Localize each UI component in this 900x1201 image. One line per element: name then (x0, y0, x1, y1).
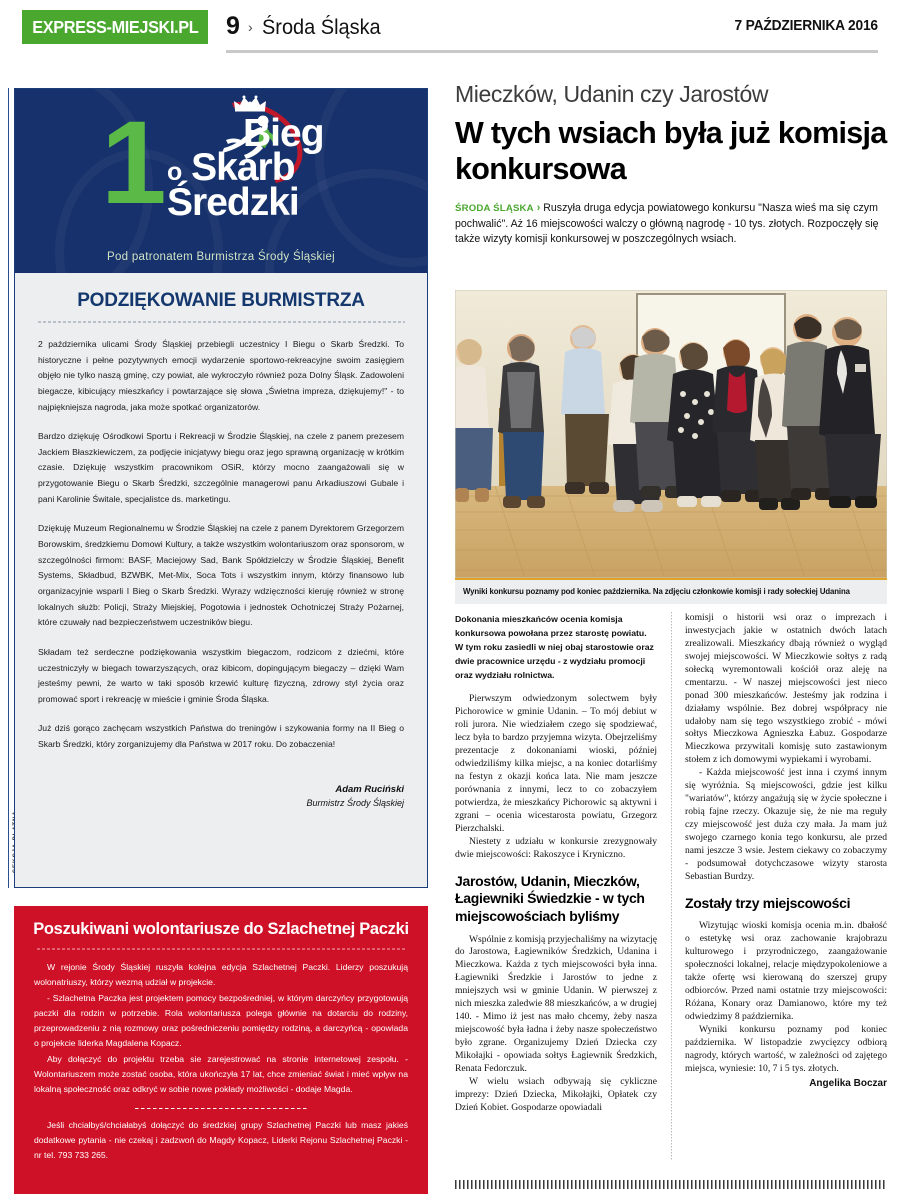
article-lede (455, 201, 887, 247)
ad-signature-role: Burmistrz Środy Śląskiej (306, 798, 404, 809)
bottom-hatch-rule (455, 1180, 887, 1189)
ad-banner (15, 89, 427, 273)
photo-group-of-people (455, 290, 887, 578)
caption-top-rule (455, 578, 887, 580)
chevron-right-icon: › (248, 19, 253, 35)
article-body-columns (455, 612, 887, 1172)
logo-line-3: Średzki (167, 180, 299, 224)
ad-paragraph: Już dziś gorąco zachęcam wszystkich Państwa do treningów i szykowania formy na II Bieg o Skarb Średzki, który zorganizujemy dla Państwa w 2017 roku. Do zobaczenia! (38, 723, 404, 750)
article-paragraph: komisji o historii wsi oraz o imprezach i inwestycjach jakie w ostatnich dwóch latach zrealizowali. Mieszkańcy dbają również o wygląd swojej miejscowości. W Mieczkowie sołtys z radą sołecką wyremontowali kościół oraz aleję na cmentarzu. - W naszej miejscowości jest nieco ponad 300 mieszkańców. Jesteśmy jak rodzina i działamy wspólnie. Bez dobrej współpracy nie udałoby nam się tego wszystkiego zrobić - mówi sołtys Mieczkowa Agnieszka Łabuz. Gospodarze Mieczkowa przywitali komisję suto zastawionym stołem z ich domowymi wypiekami i wyrobami. (685, 612, 887, 766)
article-column-left (455, 612, 657, 1115)
article-paragraph: Wizytując wioski komisja ocenia m.in. dbałość o estetykę wsi oraz zachowanie krajobrazu kulturowego i przyrodniczego, zaangażowanie społeczności lokalnej, relacje międzypokoleniowe a także ofertę wsi kierowaną do szerszej grupy odbiorców. Przed nami ostatnie trzy miejscowości: Różana, Konary oraz Damianowo, które my też odwiedzimy 8 października. (685, 920, 887, 1022)
red-paragraph: - Szlachetna Paczka jest projektem pomocy bezpośredniej, w którym darczyńcy przygotowują paczki dla rodzin w potrzebie. Rola wolontariusza polega głównie na dotarciu do rodziny, przeprowadzeniu z nią rozmowy oraz pośredniczeniu pomiędzy rodziną, a darczyńcą - opowiada o projekcie liderka Magdalena Kopacz. (34, 992, 408, 1049)
ad-paragraph: Składam też serdeczne podziękowania wszystkim biegaczom, rodzicom z dziećmi, które uczestniczyły w biegach towarzyszących, oraz kibicom, dopingującym biegaczy – dzięki Wam jesteśmy pewni, że warto w taki sposób krzewić kulturę fizyczną, zdrowy styl życia oraz promować sport i rekreację w mieście i gminie Środa Śląska. (38, 646, 404, 704)
red-block-title: Poszukiwani wolontariusze do Szlachetnej Paczki (33, 920, 409, 938)
article-kicker: Mieczków, Udanin czy Jarostów (455, 81, 769, 107)
article-photo (455, 290, 887, 578)
column-a-text-2 (455, 934, 657, 1115)
article-paragraph: W wielu wsiach odbywają się cykliczne imprezy: Dzień Dziecka, Mikołajki, Opłatek czy Dzień Kobiet. Gospodarze opowiadali (455, 1075, 657, 1113)
issue-date: 7 PAŹDZIERNIKA 2016 (734, 18, 878, 34)
article-headline: W tych wsiach była już komisja konkursowa (455, 116, 887, 187)
section-title: Środa Śląska (262, 16, 381, 39)
logo-line-2-main: Skarb (191, 146, 295, 190)
ad-title: PODZIĘKOWANIE BURMISTRZA (77, 290, 365, 311)
red-paragraph: Aby dołączyć do projektu trzeba sie zarejestrować na stronie internetowej zespołu. - Wolontariuszem może zostać osoba, która ukończyła 17 lat, chce zmieniać świat i mieć wpływ na lokalną społeczność oraz odkryć w sobie nowe pokłady możliwości - dodaje Magda. (34, 1053, 408, 1095)
red-block-body (14, 950, 428, 1164)
event-logo (15, 89, 427, 273)
logo-line-1: Bieg (243, 112, 324, 155)
column-lead-bold: Dokonania mieszkańców ocenia komisja konkursowa powołana przez starostę powiatu. W tym roku zasiedli w niej obaj starostowie oraz dwie pracownice urzędu - z wydziału promocji oraz wydziału rolnictwa. (455, 614, 654, 681)
crown-icon (233, 95, 267, 112)
ad-signature (15, 767, 427, 812)
page-number: 9 (226, 12, 240, 40)
ad-patron-text: Pod patronatem Burmistrza Środy Śląskiej (106, 251, 336, 263)
ad-paragraph: Bardzo dziękuję Ośrodkowi Sportu i Rekreacji w Środzie Śląskiej, na czele z panem prezesem Jackiem Błaszkiewiczem, za podjęcie inicjatywy biegu oraz jego sprawną organizację w krótkim czasie. Dziękuję wszystkim pracownikom OSiR, którzy mocno zaangażowali się w przygotowanie Biegu o Skarb Średzki, szczególnie managerowi panu Arkadiuszowi Gubale i pani Karolinie Świtale, specjalistce ds. marketingu. (38, 431, 404, 504)
ad-paragraph: Dziękuję Muzeum Regionalnemu w Środzie Śląskiej na czele z panem Dyrektorem Grzegorzem Borowskim, średzkiemu Domowi Kultury, a także wszystkim wolontariuszom oraz sponsorom, w szczególności firmom: BASF, Maciejowy Sad, Bank Spółdzielczy w Środzie Śląskiej, Benefit Systems, Składbud, BZWBK, Met-Mix, Soca Tots i wszystkim innym, którzy finansowo lub organizacyjnie wsparli I Bieg o Skarb Średzki. Wyrazy wdzięczności kieruję również w stronę lokalnych służb: Policji, Straży Miejskiej, Pogotowia i jednostek Ochotniczej Straży Pożarnej, które czuwały nad bezpieczeństwem uczestników biegu. (38, 523, 404, 628)
article-header (455, 82, 887, 247)
article-column-right (685, 612, 887, 1089)
article-paragraph: Wspólnie z komisją przyjechaliśmy na wizytację do Jarostowa, Łagiewników Średzkich, Udanina i Mieczkowa. Każda z tych miejscowości była inna. Łagiewniki Średzkie i Jarostów to jedne z mniejszych wsi w gminie Udanin. W pierwszej z nich mieszka zaledwie 88 mieszkańców, a w drugiej 140. - Mimo iż jest nas mało chcemy, żeby nasza miejscowość była ładna i żeby nasze społeczeństwo było zgrane. Organizujemy Dzień Dziecka czy Mikołajki - opowiada sołtys Łagiewnik Średzkich, Renata Fedorczuk. (455, 933, 657, 1074)
masthead (0, 0, 900, 60)
volunteer-callout-block (14, 906, 428, 1194)
advertisement-block (14, 88, 428, 888)
article-subheading-2: Zostały trzy miejscowości (685, 894, 851, 911)
lede-location-tag: ŚRODA ŚLĄSKA (455, 203, 534, 215)
column-b-text-2 (685, 920, 887, 1075)
ad-paragraph: 2 października ulicami Środy Śląskiej przebiegli uczestnicy I Biegu o Skarb Średzki. To historyczne i pełne pozytywnych emocji wydarzenie sportowo-rekreacyjne swoim zasięgiem objęło nie tylko naszą gminę, czy powiat, ale wykroczyło również poza Dolny Śląsk. Zadowoleni biegacze, kibicujący mieszkańcy i powtarzające się słowa „Świetna impreza, dziękujemy!" - to najpiękniejsza nagroda, jaka może spotkać organizatorów. (38, 339, 404, 412)
ad-body-text (15, 323, 427, 753)
logo-numeral: 1 (101, 97, 167, 229)
photo-caption-text: Wyniki konkursu poznamy pod koniec października. Na zdjęciu członkowie komisji i rady sołeckiej Udanina (463, 586, 850, 596)
red-inner-separator (135, 1108, 307, 1109)
red-paragraph: W rejonie Środy Śląskiej ruszyła kolejna edycja Szlachetnej Paczki. Liderzy poszukują wolonatriuszy, którzy wezmą udział w projekcie. (34, 962, 408, 988)
article-paragraph: Niestety z udziału w konkursie zrezygnowały dwie miejscowości: Rakoszyce i Kryniczno. (455, 835, 657, 860)
brand-name: EXPRESS-MIEJSKI.PL (31, 16, 199, 37)
red-footer-paragraph: Jeśli chciałbyś/chciałabyś dołączyć do średzkiej grupy Szlachetnej Paczki lub masz jakieś dodatkowe pytania - nie czekaj i zadzwoń do Magdy Kopacz, Liderki Rejonu Szlachetnej Paczki - nr tel. 793 733 265. (34, 1119, 408, 1161)
article-paragraph: Wyniki konkursu poznamy pod koniec października. W listopadzie zwycięzcy odbiorą nagrody, których wartość, w zależności od zajętego miejsca, wyniesie: 10, 7 i 5 tys. złotych. (685, 1023, 887, 1074)
article-byline: Angelika Boczar (809, 1077, 887, 1089)
ad-left-rule (8, 88, 9, 888)
article-paragraph: - Każda miejscowość jest inna i czymś innym się wyróżnia. Są miejscowości, gdzie jest kilku "wariatów", którzy angażują się w życie społeczne i robią fajne rzeczy. Okazuje się, że nie ma reguły czy miejscowość jest duża czy mała. Ja mam już swojego czarnego konia tego konkursu, ale przed nami jeszcze 3 wsie. Jestem ciekawy co zobaczymy - podsumował dotychczasowe wizyty starosta Sebastian Burdzy. (685, 767, 887, 882)
photo-caption-bar (455, 578, 887, 604)
column-a-text (455, 693, 657, 861)
lede-text: Ruszyła druga edycja powiatowego konkursu "Nasza wieś ma się czym pochwalić". Aż 16 miejscowości walczy o główną nagrodę - 10 tys. złotych. Rozpoczęły się także wizyty komisji konkursowej w poszczególnych wsiach. (455, 202, 879, 245)
brand-logo-box[interactable] (22, 10, 208, 44)
logo-wordmark (167, 112, 324, 224)
lede-arrow-icon: › (536, 202, 541, 215)
ad-signature-name: Adam Ruciński (335, 783, 404, 795)
masthead-divider (226, 50, 878, 53)
column-divider (671, 612, 672, 1160)
article-paragraph: Pierwszym odwiedzonym solectwem były Pichorowice w gminie Udanin. – To mój debiut w roli jurora. Nie wiedziałem czego się spodziewać, lecz była to bardzo przyjemna wizyta. Obejrzeliśmy prezentacje z dokonaniami wioski, później odwiedziliśmy kilka miejsc, a na koniec dotarliśmy na festyn z okazji końca lata. Nie mam jeszcze porównania z innymi, lecz to co zobaczyłem potwierdza, że mieszkańcy Pichorowic są aktywni i zgrani – ocenia wicestarosta powiatu, Grzegorz Pierzchalski. (455, 693, 657, 834)
article-subheading: Jarostów, Udanin, Mieczków, Łagiewniki Świedzkie - w tych miejscowościach byliśmy (455, 872, 645, 924)
column-b-text (685, 612, 887, 884)
logo-small-o: o (167, 158, 182, 187)
